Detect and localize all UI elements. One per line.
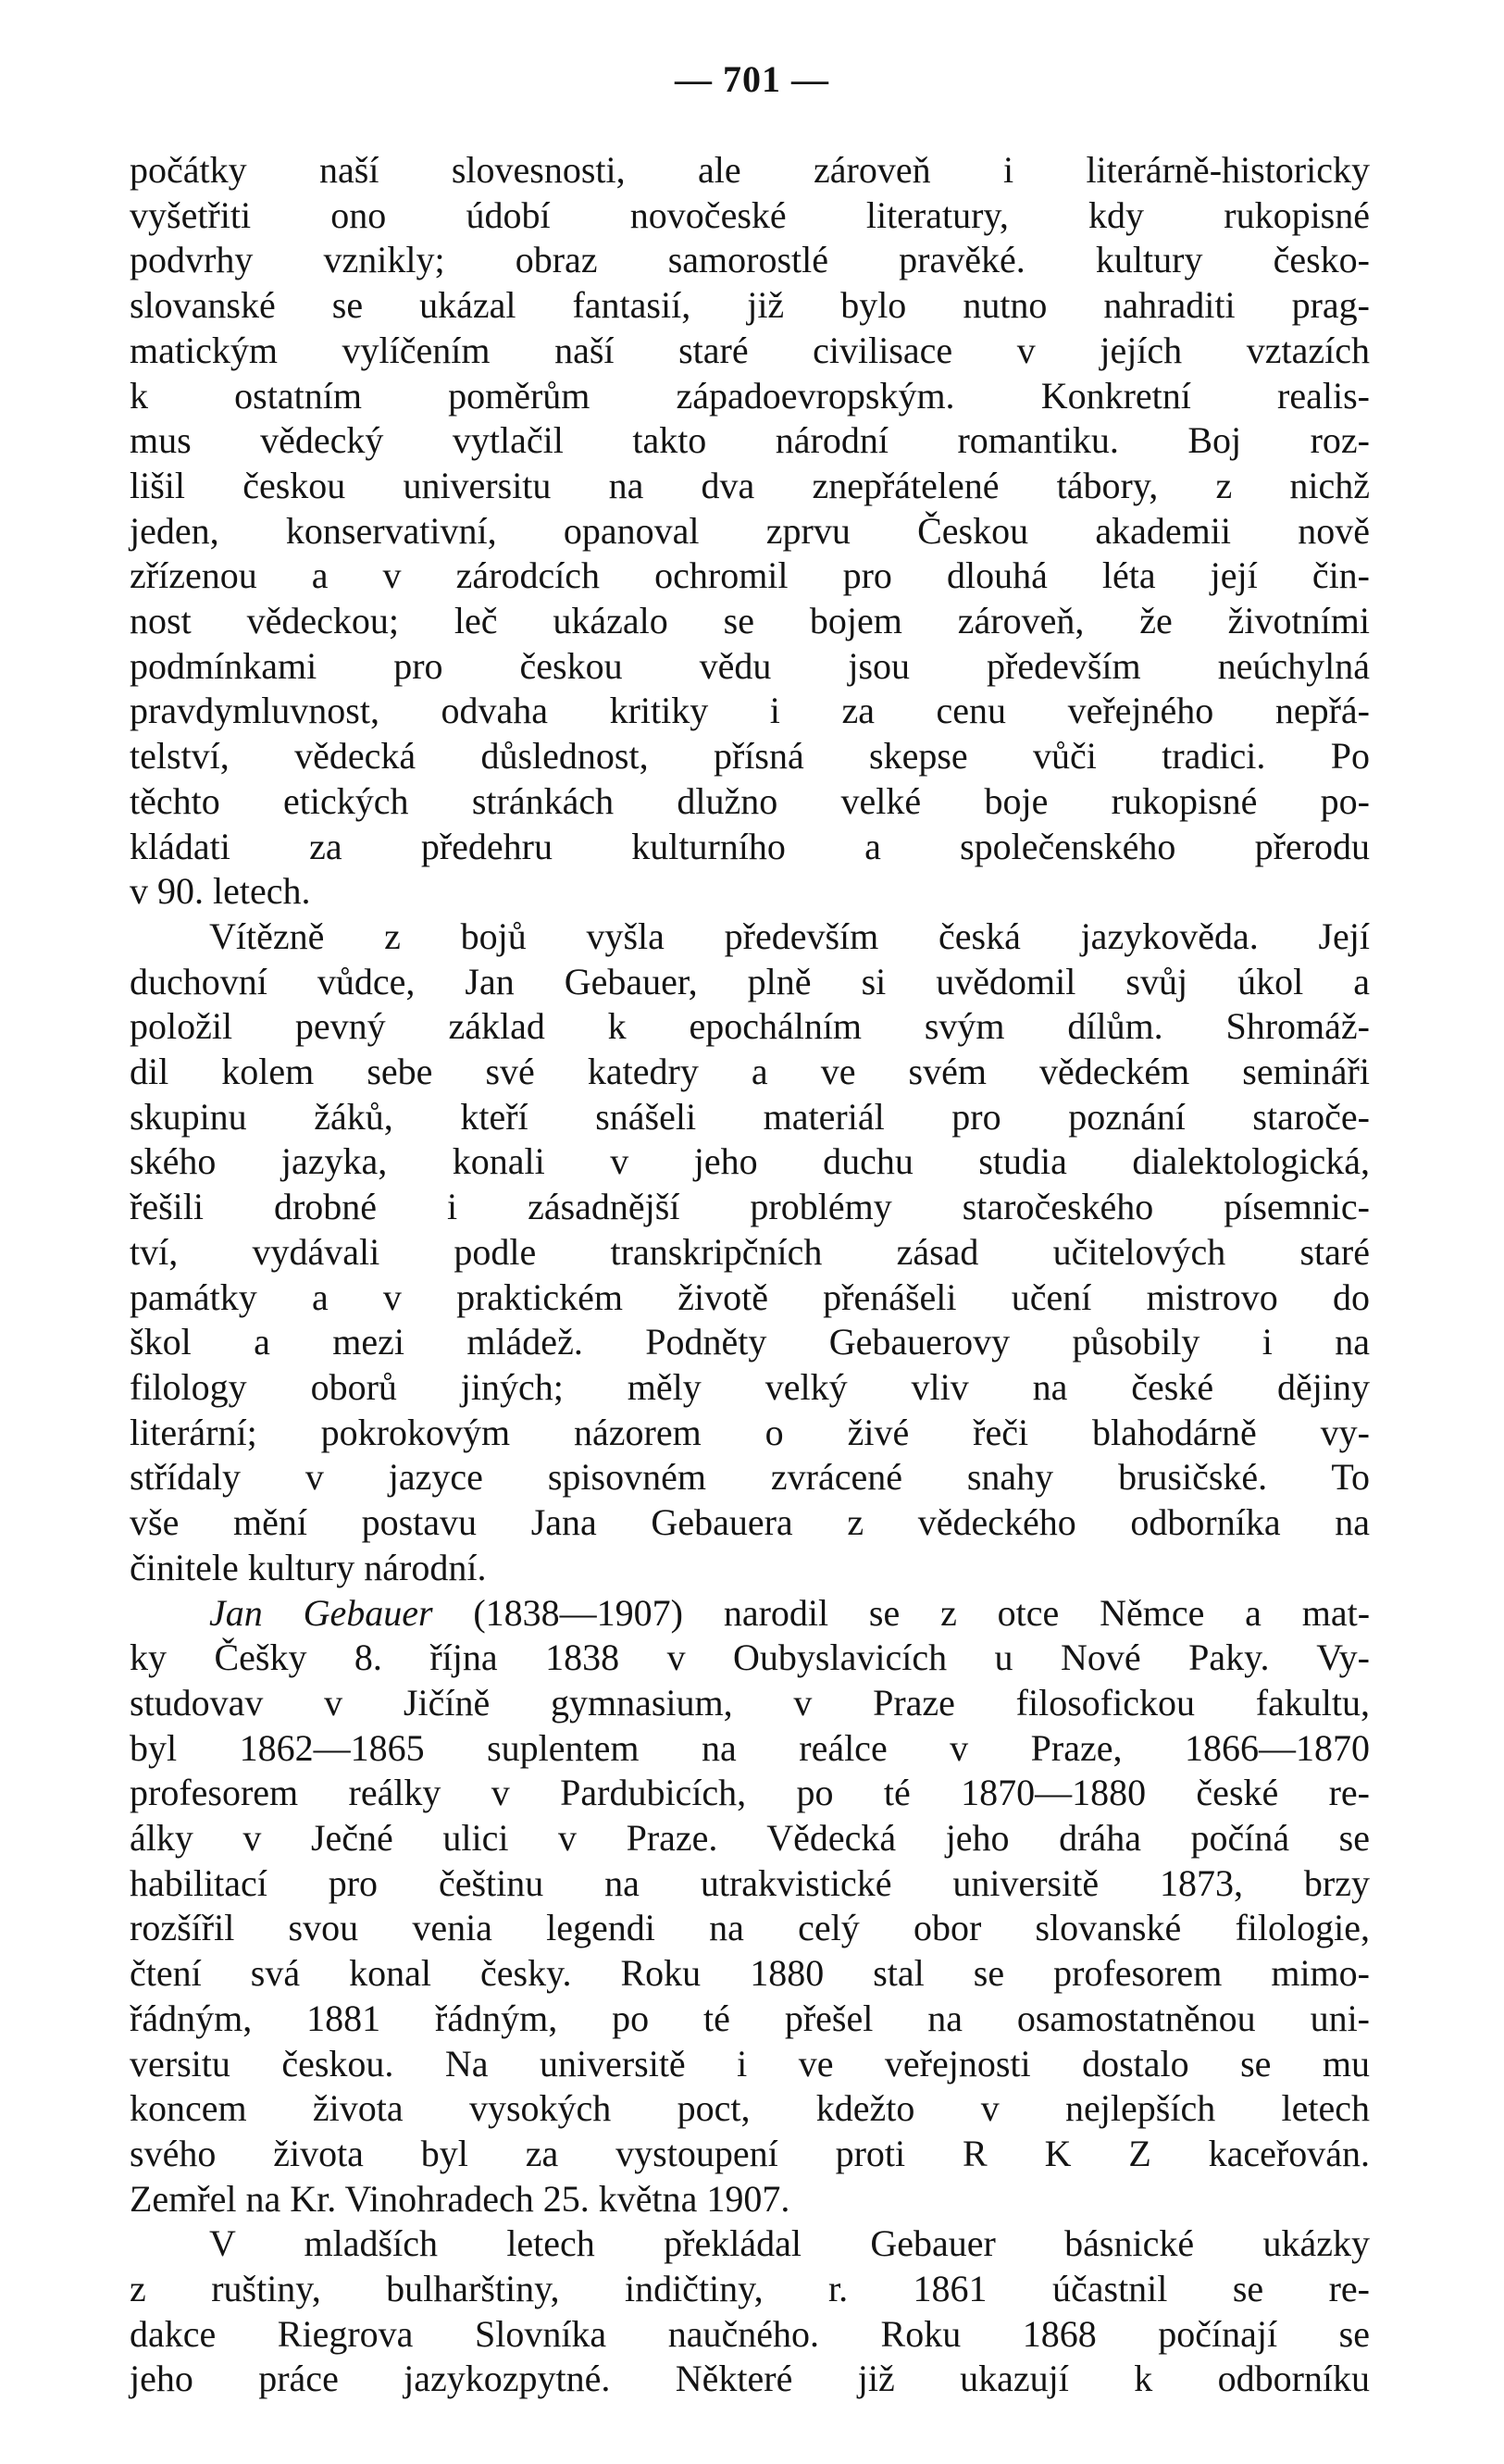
text-line: svého života byl za vystoupení proti R K Z kaceřován. (130, 2132, 1370, 2174)
text-line: filology oborů jiných; měly velký vliv na české dějiny (130, 1365, 1370, 1408)
text-line: Vítězně z bojů vyšla především česká jazykověda. Její (209, 915, 1370, 957)
text-line: nost vědeckou; leč ukázalo se bojem zároveň, že životními (130, 600, 1370, 642)
text-line: vše mění postavu Jana Gebauera z vědeckého odborníka na (130, 1501, 1370, 1544)
text-line: byl 1862—1865 suplentem na reálce v Praze, 1866—1870 (130, 1726, 1370, 1769)
text-line: literární; pokrokovým názorem o živé řeči blahodárně vy- (130, 1411, 1370, 1453)
text-line-rest: (1838—1907) narodil se z otce Němce a mat- (473, 1591, 1371, 1634)
text-line (130, 1591, 1370, 1636)
text-line: položil pevný základ k epochálním svým dílům. Shromáž- (130, 1005, 1370, 1048)
text-line: rozšířil svou venia legendi na celý obor slovanské filologie, (130, 1907, 1370, 1949)
page-number: — 701 — (675, 58, 829, 100)
text-line: vyšetřiti ono údobí novočeské literatury, kdy rukopisné (130, 193, 1370, 236)
text-line: památky a v praktickém životě přenášeli učení mistrovo do (130, 1276, 1370, 1318)
text-line: profesorem reálky v Pardubicích, po té 1870—1880 české re- (130, 1772, 1370, 1814)
text-line: telství, vědecká důslednost, přísná skepse vůči tradici. Po (130, 735, 1370, 778)
text-line: z ruštiny, bulharštiny, indičtiny, r. 1861 účastnil se re- (130, 2268, 1370, 2310)
text-line: v 90. letech. (130, 870, 311, 913)
text-line: V mladších letech překládal Gebauer básnické ukázky (209, 2222, 1370, 2265)
text-line: habilitací pro češtinu na utrakvistické universitě 1873, brzy (130, 1861, 1370, 1904)
text-line: koncem života vysokých poct, kdežto v nejlepších letech (130, 2087, 1370, 2130)
text-line: podvrhy vznikly; obraz samorostlé pravěké. kultury česko- (130, 239, 1370, 281)
text-line: řešili drobné i zásadnější problémy staročeského písemnic- (130, 1186, 1370, 1228)
text-line: čtení svá konal česky. Roku 1880 stal se profesorem mimo- (130, 1952, 1370, 1995)
text-line: zřízenou a v zárodcích ochromil pro dlouhá léta její čin- (130, 554, 1370, 597)
text-line: jeho práce jazykozpytné. Některé již ukazují k odborníku (130, 2358, 1370, 2400)
text-line: činitele kultury národní. (130, 1546, 487, 1588)
text-line: mus vědecký vytlačil takto národní romantiku. Boj roz- (130, 419, 1370, 462)
text-line: těchto etických stránkách dlužno velké boje rukopisné po- (130, 779, 1370, 822)
text-line: tví, vydávali podle transkripčních zásad učitelových staré (130, 1230, 1370, 1273)
text-line: k ostatním poměrům západoevropským. Konkretní realis- (130, 374, 1370, 417)
text-line: skupinu žáků, kteří snášeli materiál pro poznání staroče- (130, 1095, 1370, 1138)
text-line: lišil českou universitu na dva znepřátelené tábory, z nichž (130, 464, 1370, 506)
text-line: versitu českou. Na universitě i ve veřejnosti dostalo se mu (130, 2042, 1370, 2084)
text-line: pravdymluvnost, odvaha kritiky i za cenu veřejného nepřá- (130, 690, 1370, 732)
text-line: duchovní vůdce, Jan Gebauer, plně si uvědomil svůj úkol a (130, 960, 1370, 1002)
text-line: dakce Riegrova Slovníka naučného. Roku 1868 počínají se (130, 2312, 1370, 2355)
body-text (130, 148, 1370, 2402)
text-line: studovav v Jičíně gymnasium, v Praze filosofickou fakultu, (130, 1681, 1370, 1724)
text-line: podmínkami pro českou vědu jsou především neúchylná (130, 644, 1370, 687)
text-line: střídaly v jazyce spisovném zvrácené snahy brusičské. To (130, 1456, 1370, 1499)
text-line: Zemřel na Kr. Vinohradech 25. května 1907. (130, 2177, 790, 2220)
text-line: jeden, konservativní, opanoval zprvu Českou akademii nově (130, 509, 1370, 552)
text-line: dil kolem sebe své katedry a ve svém vědeckém semináři (130, 1051, 1370, 1093)
text-line: kládati za předehru kulturního a společenského přerodu (130, 825, 1370, 867)
text-line: řádným, 1881 řádným, po té přešel na osamostatněnou uni- (130, 1997, 1370, 2039)
text-line: matickým vylíčením naší staré civilisace v jejích vztazích (130, 329, 1370, 371)
text-line: počátky naší slovesnosti, ale zároveň i literárně-historicky (130, 149, 1370, 191)
text-line: ky Češky 8. října 1838 v Oubyslavicích u Nové Paky. Vy- (130, 1636, 1370, 1679)
text-line: ského jazyka, konali v jeho duchu studia dialektologická, (130, 1140, 1370, 1183)
text-line: škol a mezi mládež. Podněty Gebauerovy působily i na (130, 1321, 1370, 1363)
text-line: slovanské se ukázal fantasií, již bylo nutno nahraditi prag- (130, 284, 1370, 327)
text-line: álky v Ječné ulici v Praze. Vědecká jeho dráha počíná se (130, 1817, 1370, 1860)
italic-name: Jan Gebauer (209, 1591, 433, 1634)
